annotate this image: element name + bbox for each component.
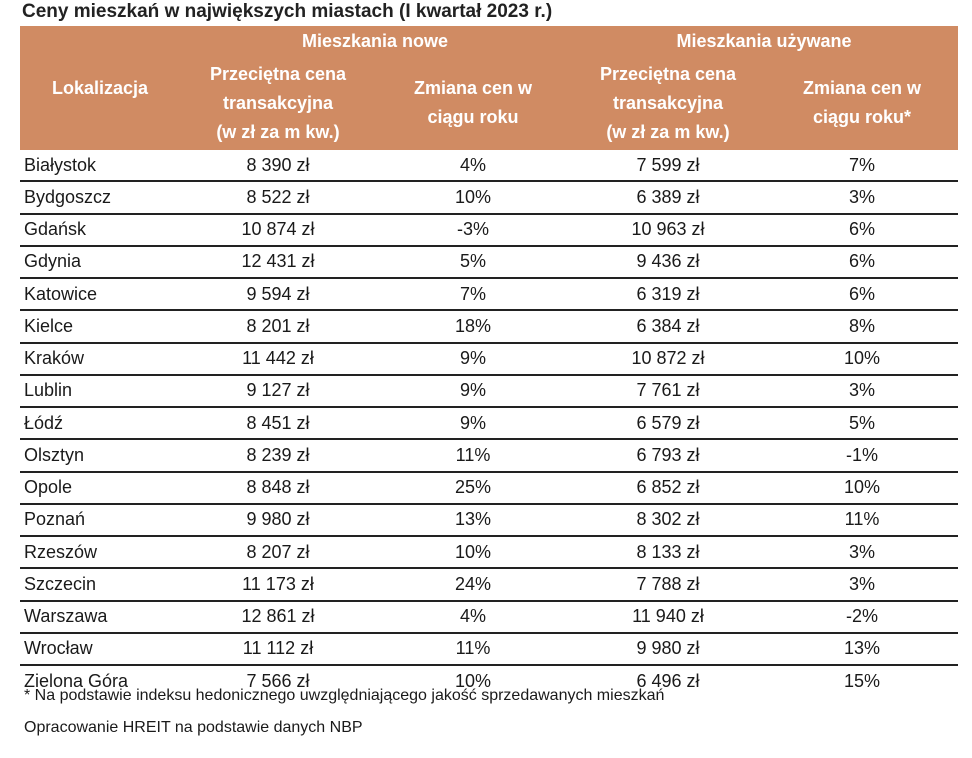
currency-label: zł (691, 219, 705, 240)
currency-label: zł (686, 251, 700, 272)
price-value: 9 980 (246, 509, 292, 530)
city-cell: Warszawa (20, 601, 180, 633)
price-value: 7 599 (636, 154, 682, 175)
currency-label: zł (301, 606, 315, 627)
currency-label: zł (300, 638, 314, 659)
currency-label: zł (686, 670, 700, 691)
currency-label: zł (686, 380, 700, 401)
price-value: 6 384 (636, 315, 682, 336)
city-cell: Rzeszów (20, 536, 180, 568)
new-change-cell: 9% (376, 343, 570, 375)
group-header-used: Mieszkania używane (570, 26, 958, 56)
currency-label: zł (686, 444, 700, 465)
currency-label: zł (686, 283, 700, 304)
new-change-cell: 4% (376, 601, 570, 633)
new-price-cell (180, 633, 376, 665)
currency-label: zł (686, 541, 700, 562)
currency-label: zł (686, 154, 700, 175)
currency-label: zł (296, 154, 310, 175)
table-row (20, 181, 958, 213)
used-price-cell (570, 310, 766, 342)
used-price-cell (570, 278, 766, 310)
table-header (20, 26, 958, 150)
price-value: 8 133 (636, 541, 682, 562)
city-cell: Kielce (20, 310, 180, 342)
new-change-cell: 4% (376, 150, 570, 181)
used-change-cell: 7% (766, 150, 958, 181)
city-cell: Lublin (20, 375, 180, 407)
used-change-cell: 13% (766, 633, 958, 665)
used-change-cell: 15% (843, 670, 881, 691)
new-change-cell: 5% (376, 246, 570, 278)
group-header-new: Mieszkania nowe (180, 26, 570, 56)
price-value: 9 980 (636, 638, 682, 659)
city-cell: Katowice (20, 278, 180, 310)
new-change-cell: 7% (376, 278, 570, 310)
used-price-cell (570, 407, 766, 439)
city-cell: Łódź (20, 407, 180, 439)
used-price-cell (570, 568, 766, 600)
currency-label: zł (296, 477, 310, 498)
table-row (20, 472, 958, 504)
table-row (20, 536, 958, 568)
footnote: * Na podstawie indeksu hedonicznego uwzględniającego jakość sprzedawanych mieszkań (24, 687, 665, 704)
currency-label: zł (691, 348, 705, 369)
currency-label: zł (686, 573, 700, 594)
currency-label: zł (301, 219, 315, 240)
currency-label: zł (296, 315, 310, 336)
used-change-cell: 8% (766, 310, 958, 342)
price-value: 8 451 (246, 412, 292, 433)
price-value: 10 874 (241, 219, 297, 240)
price-value: 6 319 (636, 283, 682, 304)
city-cell: Olsztyn (20, 439, 180, 471)
used-change-cell: 6% (766, 278, 958, 310)
table-row (20, 150, 958, 181)
used-change-cell: 6% (766, 246, 958, 278)
new-change-cell: 9% (376, 375, 570, 407)
price-value: 7 761 (636, 380, 682, 401)
used-price-cell (570, 633, 766, 665)
used-change-cell: 11% (766, 504, 958, 536)
used-price-cell (570, 150, 766, 181)
header-text: Przeciętna cena (599, 63, 737, 84)
new-price-cell (180, 343, 376, 375)
price-value: 11 940 (632, 606, 686, 627)
price-value: 9 127 (246, 380, 292, 401)
new-price-cell (180, 536, 376, 568)
new-change-cell: 11% (376, 439, 570, 471)
new-price-cell (180, 150, 376, 181)
used-price-cell (570, 504, 766, 536)
city-cell: Kraków (20, 343, 180, 375)
currency-label: zł (686, 509, 700, 530)
used-price-cell (570, 601, 766, 633)
new-change-cell: 25% (376, 472, 570, 504)
currency-label: zł (296, 186, 310, 207)
price-value: 6 496 (636, 670, 682, 691)
price-value: 11 173 (242, 573, 296, 594)
currency-label: zł (690, 606, 704, 627)
used-price-cell (570, 472, 766, 504)
table-row (20, 601, 958, 633)
header-text: Zmiana cen w (413, 78, 533, 98)
price-value: 12 861 (241, 606, 297, 627)
price-value: 7 566 (246, 670, 292, 691)
currency-label: zł (686, 315, 700, 336)
price-value: 10 963 (631, 219, 687, 240)
used-change-cell: 6% (766, 214, 958, 246)
new-price-cell (180, 568, 376, 600)
price-value: 10 872 (631, 348, 687, 369)
header-text: (w zł za m kw.) (606, 121, 730, 142)
used-change-cell: 10% (766, 343, 958, 375)
column-header-location: Lokalizacja (20, 26, 180, 150)
used-change-cell: 5% (766, 407, 958, 439)
new-change-cell: 10% (376, 536, 570, 568)
header-text: ciągu roku (427, 107, 519, 127)
currency-label: zł (686, 186, 700, 207)
price-value: 8 390 (246, 154, 292, 175)
new-price-cell (180, 181, 376, 213)
new-price-cell (180, 472, 376, 504)
used-price-cell (570, 439, 766, 471)
table-row (20, 310, 958, 342)
page-title: Ceny mieszkań w największych miastach (I kwartał 2023 r.) (22, 1, 553, 22)
header-text: ciągu roku* (812, 107, 912, 127)
price-value: 8 201 (246, 315, 292, 336)
new-change-cell: 18% (376, 310, 570, 342)
new-change-cell: 24% (376, 568, 570, 600)
price-value: 8 207 (246, 541, 292, 562)
price-table (20, 26, 958, 696)
price-value: 7 788 (636, 573, 682, 594)
used-price-cell (570, 214, 766, 246)
currency-label: zł (296, 412, 310, 433)
city-cell: Gdańsk (20, 214, 180, 246)
used-price-cell (570, 375, 766, 407)
city-cell: Wrocław (20, 633, 180, 665)
column-header-new-change (376, 56, 570, 150)
currency-label: zł (686, 638, 700, 659)
source-note: Opracowanie HREIT na podstawie danych NBP (24, 719, 363, 736)
new-price-cell (180, 214, 376, 246)
price-value: 6 389 (636, 186, 682, 207)
new-price-cell (180, 504, 376, 536)
new-change-cell: -3% (376, 214, 570, 246)
used-change-cell: 3% (766, 536, 958, 568)
price-value: 9 436 (636, 251, 682, 272)
new-price-cell (180, 246, 376, 278)
new-change-cell: 10% (376, 181, 570, 213)
column-header-used-price (570, 56, 766, 150)
used-change-cell: 3% (766, 568, 958, 600)
used-price-cell (570, 181, 766, 213)
header-text: Przeciętna cena (209, 63, 347, 84)
used-change-cell: 3% (766, 181, 958, 213)
price-value: 6 793 (636, 444, 682, 465)
price-value: 8 302 (636, 509, 682, 530)
used-change-cell: -2% (766, 601, 958, 633)
header-text: transakcyjna (222, 92, 334, 113)
city-cell: Opole (20, 472, 180, 504)
new-change-cell: 10% (454, 670, 492, 691)
table-row (20, 439, 958, 471)
table-row (20, 407, 958, 439)
column-header-new-price (180, 56, 376, 150)
price-value: 6 579 (636, 412, 682, 433)
currency-label: zł (296, 670, 310, 691)
table-row (20, 633, 958, 665)
price-value: 11 112 (242, 638, 296, 659)
currency-label: zł (686, 412, 700, 433)
used-price-cell (570, 246, 766, 278)
currency-label: zł (296, 283, 310, 304)
new-price-cell (180, 375, 376, 407)
city-cell: Bydgoszcz (20, 181, 180, 213)
price-value: 6 852 (636, 477, 682, 498)
table-body (20, 150, 958, 696)
new-change-cell: 11% (376, 633, 570, 665)
used-price-cell (570, 343, 766, 375)
header-text: Zmiana cen w (802, 78, 922, 98)
currency-label: zł (301, 251, 315, 272)
currency-label: zł (300, 348, 314, 369)
table-row (20, 343, 958, 375)
used-price-cell (570, 536, 766, 568)
currency-label: zł (300, 573, 314, 594)
price-value: 8 848 (246, 477, 292, 498)
new-price-cell (180, 310, 376, 342)
table-row (20, 278, 958, 310)
currency-label: zł (296, 541, 310, 562)
new-price-cell (180, 407, 376, 439)
new-change-cell: 9% (376, 407, 570, 439)
new-change-cell: 13% (376, 504, 570, 536)
table-row (20, 214, 958, 246)
table-row (20, 375, 958, 407)
city-cell: Białystok (20, 150, 180, 181)
column-header-used-change (766, 56, 958, 150)
header-text: (w zł za m kw.) (216, 121, 340, 142)
city-cell: Poznań (20, 504, 180, 536)
new-price-cell (180, 439, 376, 471)
currency-label: zł (686, 477, 700, 498)
price-value: 8 239 (246, 444, 292, 465)
table-row (20, 568, 958, 600)
currency-label: zł (296, 509, 310, 530)
header-text: transakcyjna (612, 92, 724, 113)
city-cell: Zielona Góra (24, 670, 129, 691)
city-cell: Gdynia (20, 246, 180, 278)
new-price-cell (180, 278, 376, 310)
currency-label: zł (296, 380, 310, 401)
new-price-cell (180, 601, 376, 633)
table-row (20, 504, 958, 536)
price-value: 11 442 (242, 348, 296, 369)
used-change-cell: 3% (766, 375, 958, 407)
table-row (20, 246, 958, 278)
price-value: 9 594 (246, 283, 292, 304)
used-change-cell: 10% (766, 472, 958, 504)
city-cell: Szczecin (20, 568, 180, 600)
price-value: 8 522 (246, 186, 292, 207)
header-group-row (20, 26, 958, 56)
used-change-cell: -1% (766, 439, 958, 471)
price-value: 12 431 (241, 251, 297, 272)
currency-label: zł (296, 444, 310, 465)
